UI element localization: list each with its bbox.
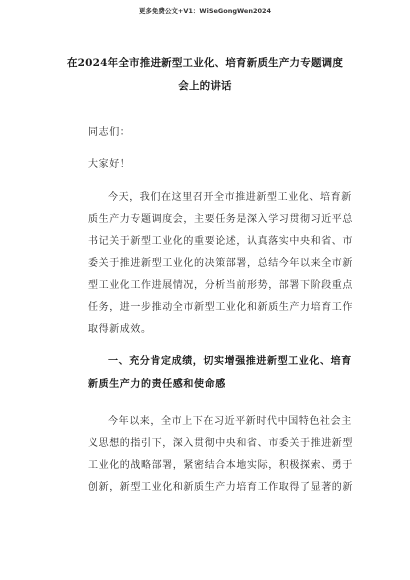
section-body-line: 创新，新型工业化和新质生产力培育工作取得了显著的新	[88, 482, 353, 493]
document-title-line-2: 会上的讲话	[178, 80, 232, 92]
intro-line: 书记关于新型工业化的重要论述，认真落实中央和省、市	[88, 236, 353, 247]
intro-line: 今天，我们在这里召开全市推进新型工业化、培育新	[108, 192, 352, 203]
intro-line: 委关于推进新型工业化的决策部署，总结今年以来全市新	[88, 258, 353, 269]
greeting: 大家好！	[88, 159, 131, 170]
section-heading-line: 一、充分肯定成绩，切实增强推进新型工业化、培育	[108, 356, 352, 367]
intro-line: 任务，进一步推动全市新型工业化和新质生产力培育工作	[88, 302, 353, 313]
intro-line: 取得新成效。	[88, 324, 152, 335]
section-body-line: 工业化的战略部署，紧密结合本地实际，积极探索、勇于	[88, 460, 353, 471]
section-heading-line: 新质生产力的责任感和使命感	[88, 379, 226, 390]
intro-line: 型工业化工作进展情况，分析当前形势，部署下阶段重点	[88, 280, 353, 291]
intro-line: 质生产力专题调度会，主要任务是深入学习贯彻习近平总	[88, 214, 353, 225]
section-body-line: 今年以来，全市上下在习近平新时代中国特色社会主	[108, 416, 352, 427]
section-body-line: 义思想的指引下，深入贯彻中央和省、市委关于推进新型	[88, 438, 353, 449]
header-note: 更多免费公文+V1：WiSeGongWen2024	[138, 7, 272, 15]
document-title-line-1: 在2024年全市推进新型工业化、培育新质生产力专题调度	[66, 57, 344, 69]
salutation: 同志们：	[88, 127, 131, 138]
